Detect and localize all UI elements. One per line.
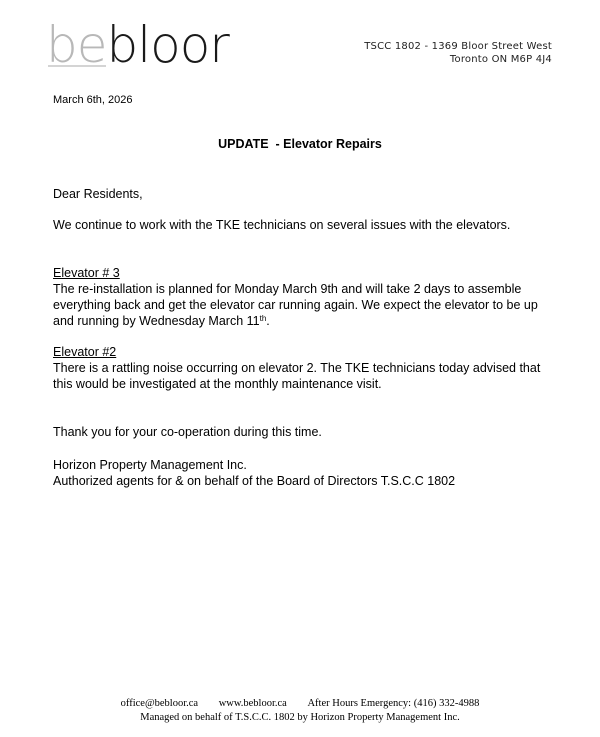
notice-title: UPDATE - Elevator Repairs bbox=[218, 137, 382, 151]
elevator-2-section bbox=[53, 344, 553, 392]
intro-text: We continue to work with the TKE technicians on several issues with the elevators. bbox=[53, 218, 511, 232]
elevator-3-body-sup: th bbox=[259, 314, 267, 323]
logo-dark-part: bloor bbox=[106, 16, 229, 74]
logo-light-part: be bbox=[46, 16, 107, 74]
elevator-3-body bbox=[53, 281, 553, 329]
elevator-3-body-text: The re-installation is planned for Monday March 9th and will take 2 days to assemble everything back and get the elevator car running again. We expect the elevator to be up and running by Wednesday March 11 bbox=[53, 282, 538, 328]
footer-contact-row bbox=[0, 697, 600, 711]
salutation-text: Dear Residents, bbox=[53, 187, 143, 201]
notice-date: March 6th, 2026 bbox=[53, 94, 133, 106]
salutation bbox=[53, 186, 553, 202]
footer-email[interactable]: office@bebloor.ca bbox=[120, 698, 199, 709]
address-line-2: Toronto ON M6P 4J4 bbox=[449, 54, 552, 65]
elevator-2-heading: Elevator #2 bbox=[53, 345, 117, 359]
elevator-3-heading: Elevator # 3 bbox=[53, 266, 120, 280]
signoff-role: Authorized agents for & on behalf of the Board of Directors T.S.C.C 1802 bbox=[53, 474, 456, 488]
thanks-text: Thank you for your co-operation during this time. bbox=[53, 425, 322, 439]
building-address bbox=[364, 40, 552, 66]
thanks-paragraph bbox=[53, 424, 553, 440]
elevator-3-section bbox=[53, 265, 553, 329]
signoff bbox=[53, 457, 553, 489]
footer-emergency: After Hours Emergency: (416) 332-4988 bbox=[307, 698, 480, 709]
elevator-3-body-end: . bbox=[266, 314, 270, 328]
footer bbox=[0, 697, 600, 725]
elevator-2-body: There is a rattling noise occurring on elevator 2. The TKE technicians today advised that this would be investigated at the monthly maintenance visit. bbox=[53, 361, 541, 391]
signoff-company: Horizon Property Management Inc. bbox=[53, 458, 247, 472]
intro-paragraph bbox=[53, 217, 553, 233]
footer-website[interactable]: www.bebloor.ca bbox=[218, 698, 287, 709]
bebloor-logo bbox=[46, 14, 236, 74]
address-line-1: TSCC 1802 - 1369 Bloor Street West bbox=[364, 41, 552, 52]
footer-managed: Managed on behalf of T.S.C.C. 1802 by Horizon Property Management Inc. bbox=[140, 712, 460, 723]
